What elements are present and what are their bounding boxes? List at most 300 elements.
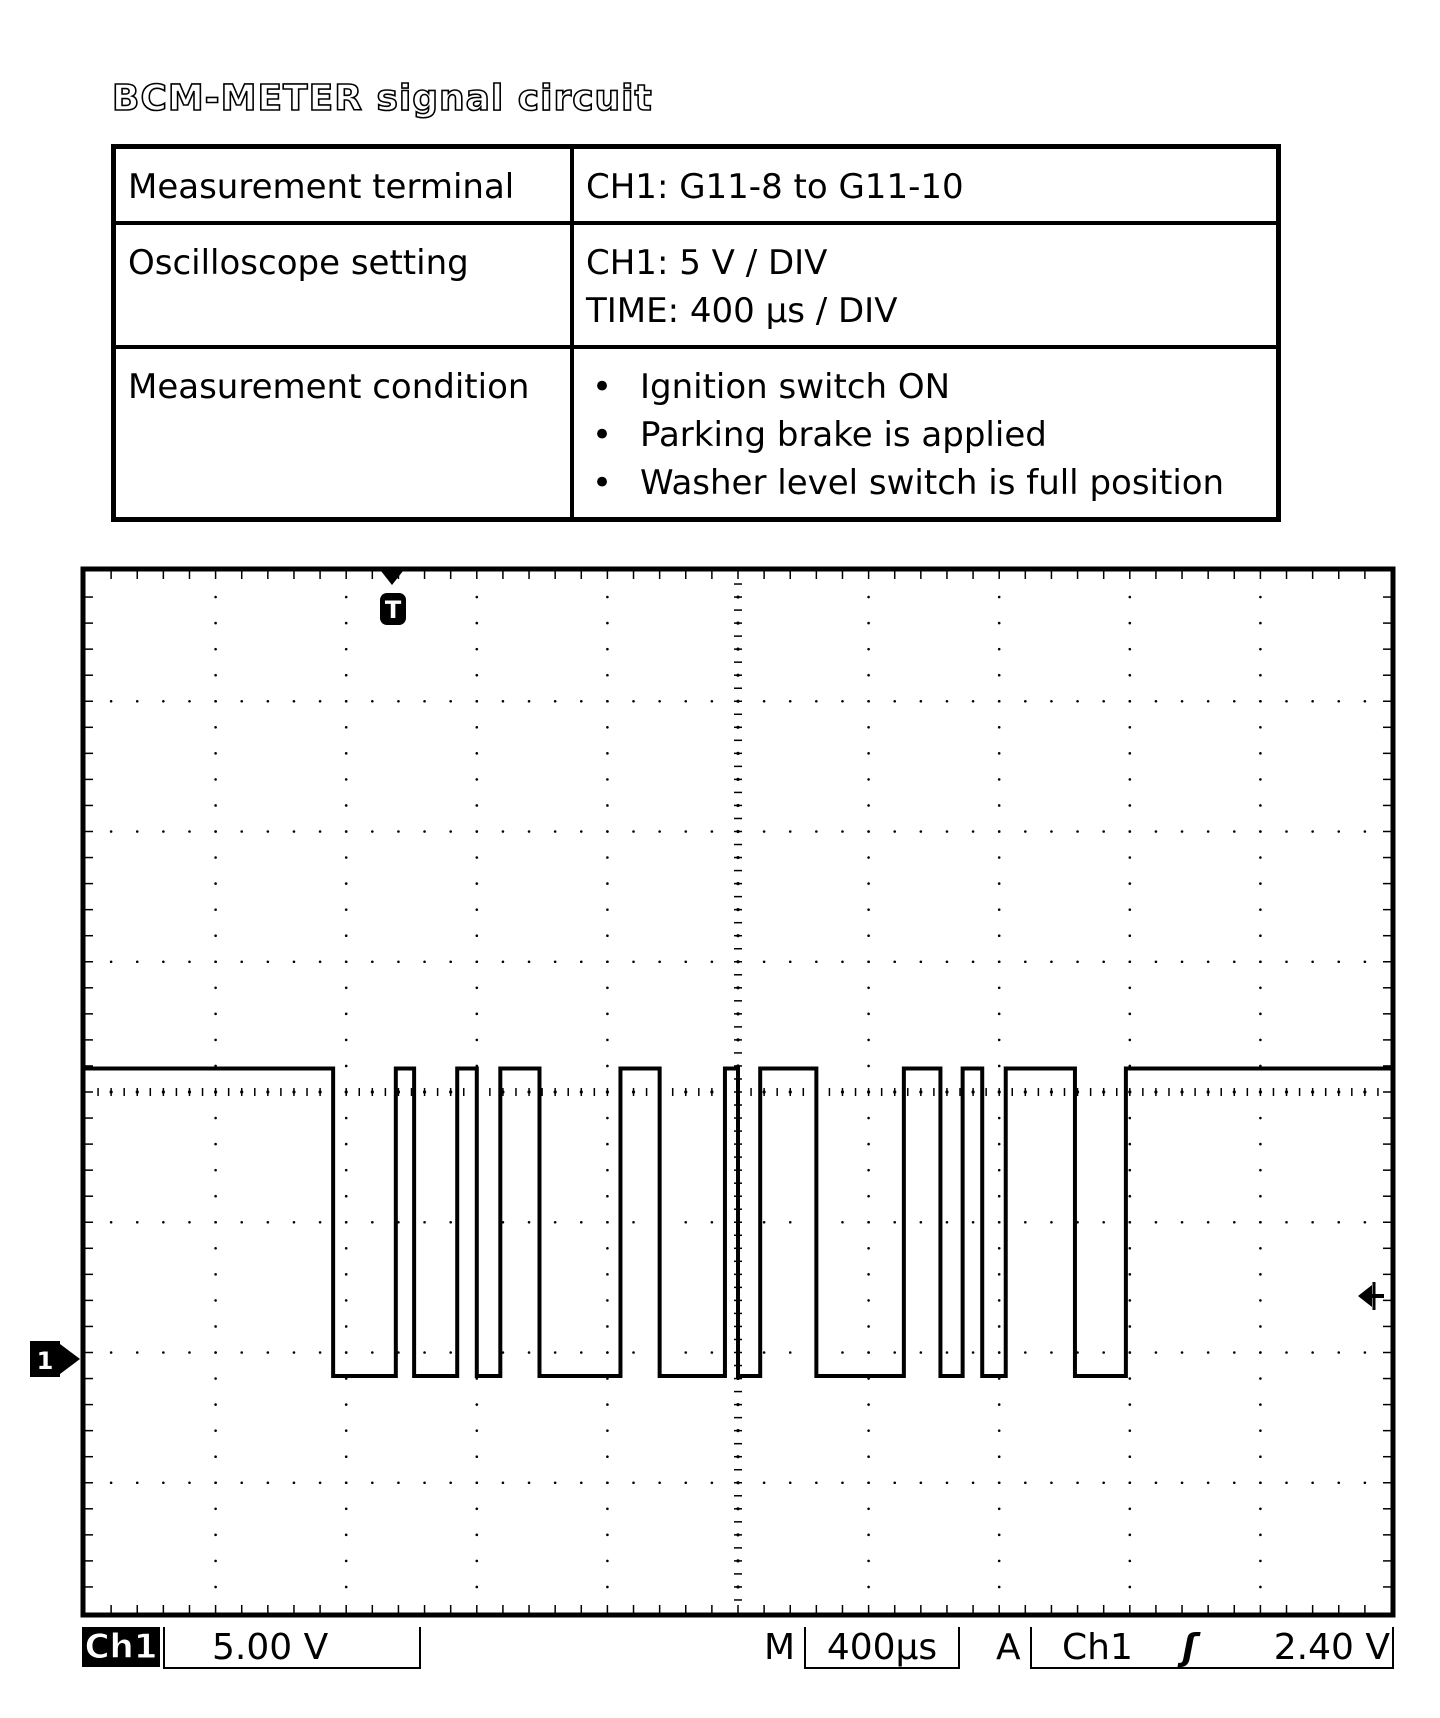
- grid-dot-horizontal: [110, 1351, 113, 1354]
- grid-dot-horizontal: [214, 700, 217, 703]
- grid-dot-vertical: [345, 752, 348, 755]
- grid-dot-vertical: [606, 987, 609, 990]
- grid-dot-vertical: [606, 1508, 609, 1511]
- grid-dot-vertical: [345, 1508, 348, 1511]
- grid-dot-horizontal: [946, 1481, 949, 1484]
- grid-dot-horizontal: [1259, 700, 1262, 703]
- grid-dot-horizontal: [1207, 1221, 1210, 1224]
- grid-dot-horizontal: [763, 1221, 766, 1224]
- grid-dot-vertical: [345, 1299, 348, 1302]
- grid-dot-horizontal: [1024, 1481, 1027, 1484]
- grid-dot-horizontal: [110, 830, 113, 833]
- grid-dot-horizontal: [841, 1481, 844, 1484]
- grid-dot-vertical: [476, 596, 479, 599]
- grid-dot-horizontal: [397, 960, 400, 963]
- grid-dot-vertical: [345, 1273, 348, 1276]
- grid-dot-horizontal: [449, 1351, 452, 1354]
- grid-dot-horizontal: [319, 960, 322, 963]
- trigger-readout: [1030, 1627, 1394, 1669]
- grid-dot-horizontal: [345, 830, 348, 833]
- grid-dot-horizontal: [1311, 1481, 1314, 1484]
- grid-dot-horizontal: [763, 1481, 766, 1484]
- grid-dot-horizontal: [1129, 830, 1132, 833]
- grid-dot-vertical: [214, 596, 217, 599]
- grid-dot-horizontal: [580, 1221, 583, 1224]
- grid-dot-horizontal: [240, 830, 243, 833]
- grid-dot-vertical: [1259, 1273, 1262, 1276]
- grid-dot-horizontal: [841, 960, 844, 963]
- grid-dot-horizontal: [711, 1351, 714, 1354]
- grid-dot-horizontal: [1129, 960, 1132, 963]
- grid-dot-vertical: [1129, 596, 1132, 599]
- grid-dot-horizontal: [214, 1351, 217, 1354]
- grid-dot-horizontal: [658, 830, 661, 833]
- grid-dot-horizontal: [476, 1481, 479, 1484]
- grid-dot-vertical: [476, 804, 479, 807]
- grid-dot-horizontal: [267, 1221, 270, 1224]
- grid-dot-horizontal: [1285, 1221, 1288, 1224]
- bullet-icon: •: [592, 367, 613, 407]
- grid-dot-vertical: [1129, 622, 1132, 625]
- grid-dot-horizontal: [1285, 960, 1288, 963]
- grid-dot-horizontal: [867, 960, 870, 963]
- grid-dot-vertical: [1129, 1534, 1132, 1537]
- grid-dot-vertical: [998, 648, 1001, 651]
- grid-dot-horizontal: [893, 1481, 896, 1484]
- grid-dot-vertical: [214, 648, 217, 651]
- grid-dot-horizontal: [188, 1351, 191, 1354]
- grid-dot-vertical: [606, 856, 609, 859]
- grid-dot-vertical: [214, 804, 217, 807]
- grid-dot-vertical: [606, 882, 609, 885]
- grid-dot-horizontal: [554, 1351, 557, 1354]
- grid-dot-horizontal: [1155, 830, 1158, 833]
- grid-dot-vertical: [1259, 856, 1262, 859]
- grid-dot-horizontal: [867, 700, 870, 703]
- grid-dot-vertical: [214, 1586, 217, 1589]
- grid-dot-vertical: [998, 987, 1001, 990]
- grid-dot-horizontal: [345, 960, 348, 963]
- grid-dot-vertical: [1129, 1273, 1132, 1276]
- grid-dot-vertical: [606, 622, 609, 625]
- grid-dot-vertical: [1129, 1169, 1132, 1172]
- grid-dot-vertical: [1259, 934, 1262, 937]
- grid-dot-horizontal: [1129, 1351, 1132, 1354]
- grid-dot-vertical: [998, 1273, 1001, 1276]
- grid-dot-vertical: [476, 752, 479, 755]
- grid-dot-horizontal: [345, 700, 348, 703]
- grid-dot-horizontal: [528, 960, 531, 963]
- grid-dot-horizontal: [1233, 1351, 1236, 1354]
- grid-dot-vertical: [1259, 1429, 1262, 1432]
- grid-dot-vertical: [1259, 1586, 1262, 1589]
- grid-dot-vertical: [1259, 1247, 1262, 1250]
- grid-dot-horizontal: [397, 1481, 400, 1484]
- grid-dot-vertical: [1259, 987, 1262, 990]
- grid-dot-horizontal: [345, 1351, 348, 1354]
- grid-dot-vertical: [214, 752, 217, 755]
- grid-dot-horizontal: [528, 1351, 531, 1354]
- grid-dot-vertical: [1129, 752, 1132, 755]
- grid-dot-vertical: [345, 1143, 348, 1146]
- grid-dot-vertical: [998, 752, 1001, 755]
- grid-dot-vertical: [476, 648, 479, 651]
- grid-dot-horizontal: [1285, 1351, 1288, 1354]
- grid-dot-horizontal: [345, 1221, 348, 1224]
- grid-dot-horizontal: [136, 1351, 139, 1354]
- grid-dot-vertical: [214, 882, 217, 885]
- grid-dot-vertical: [1129, 1039, 1132, 1042]
- grid-dot-vertical: [1259, 1169, 1262, 1172]
- grid-dot-horizontal: [841, 1221, 844, 1224]
- grid-dot-horizontal: [972, 830, 975, 833]
- grid-dot-horizontal: [449, 1481, 452, 1484]
- grid-dot-vertical: [606, 908, 609, 911]
- grid-dot-horizontal: [423, 1221, 426, 1224]
- grid-dot-vertical: [1259, 1560, 1262, 1563]
- grid-dot-vertical: [867, 856, 870, 859]
- grid-dot-vertical: [1129, 1247, 1132, 1250]
- grid-dot-horizontal: [606, 1221, 609, 1224]
- grid-dot-horizontal: [1129, 1481, 1132, 1484]
- grid-dot-vertical: [1259, 1143, 1262, 1146]
- grid-dot-vertical: [867, 1534, 870, 1537]
- grid-dot-horizontal: [1102, 1351, 1105, 1354]
- grid-dot-vertical: [214, 778, 217, 781]
- grid-dot-horizontal: [371, 1481, 374, 1484]
- grid-dot-vertical: [476, 1560, 479, 1563]
- grid-dot-vertical: [214, 1117, 217, 1120]
- trigger-slope-icon: ʃ: [1182, 1627, 1197, 1668]
- grid-dot-vertical: [345, 1117, 348, 1120]
- grid-dot-horizontal: [998, 1351, 1001, 1354]
- volts-per-div-setting: CH1: 5 V / DIV: [586, 243, 828, 283]
- grid-dot-vertical: [606, 1247, 609, 1250]
- grid-dot-horizontal: [684, 700, 687, 703]
- grid-dot-vertical: [214, 908, 217, 911]
- grid-dot-horizontal: [136, 1221, 139, 1224]
- grid-dot-horizontal: [293, 830, 296, 833]
- grid-dot-horizontal: [1285, 1481, 1288, 1484]
- grid-dot-vertical: [345, 1195, 348, 1198]
- trigger-prefix: A: [996, 1627, 1021, 1668]
- grid-dot-vertical: [867, 1273, 870, 1276]
- grid-dot-vertical: [214, 622, 217, 625]
- grid-dot-vertical: [345, 596, 348, 599]
- grid-dot-horizontal: [893, 1221, 896, 1224]
- grid-dot-horizontal: [841, 700, 844, 703]
- grid-dot-vertical: [214, 1299, 217, 1302]
- grid-dot-horizontal: [632, 700, 635, 703]
- grid-dot-vertical: [998, 908, 1001, 911]
- grid-dot-vertical: [867, 1117, 870, 1120]
- grid-dot-vertical: [345, 1560, 348, 1563]
- grid-dot-horizontal: [789, 830, 792, 833]
- grid-dot-horizontal: [920, 830, 923, 833]
- grid-dot-horizontal: [1181, 960, 1184, 963]
- grid-dot-horizontal: [789, 700, 792, 703]
- grid-dot-horizontal: [972, 960, 975, 963]
- grid-dot-vertical: [1259, 1508, 1262, 1511]
- grid-dot-horizontal: [1155, 1221, 1158, 1224]
- grid-dot-horizontal: [397, 830, 400, 833]
- grid-dot-vertical: [476, 908, 479, 911]
- grid-dot-vertical: [867, 1586, 870, 1589]
- grid-dot-horizontal: [998, 700, 1001, 703]
- grid-dot-vertical: [998, 934, 1001, 937]
- grid-dot-horizontal: [267, 1481, 270, 1484]
- grid-dot-horizontal: [136, 960, 139, 963]
- grid-dot-horizontal: [1285, 700, 1288, 703]
- grid-dot-horizontal: [867, 1221, 870, 1224]
- grid-dot-vertical: [1259, 804, 1262, 807]
- grid-dot-horizontal: [1337, 1221, 1340, 1224]
- grid-dot-horizontal: [423, 1481, 426, 1484]
- grid-dot-vertical: [998, 1169, 1001, 1172]
- grid-dot-horizontal: [1259, 830, 1262, 833]
- grid-dot-vertical: [998, 1508, 1001, 1511]
- grid-dot-horizontal: [1259, 1351, 1262, 1354]
- grid-dot-vertical: [214, 1143, 217, 1146]
- grid-dot-horizontal: [214, 1481, 217, 1484]
- grid-dot-vertical: [867, 752, 870, 755]
- grid-dot-horizontal: [449, 700, 452, 703]
- grid-dot-horizontal: [580, 700, 583, 703]
- grid-dot-vertical: [998, 1013, 1001, 1016]
- grid-dot-horizontal: [1207, 1481, 1210, 1484]
- grid-dot-horizontal: [319, 1221, 322, 1224]
- grid-dot-horizontal: [371, 960, 374, 963]
- grid-dot-horizontal: [1050, 830, 1053, 833]
- grid-dot-horizontal: [815, 1481, 818, 1484]
- grid-dot-vertical: [998, 1247, 1001, 1250]
- condition-text: Parking brake is applied: [640, 415, 1047, 455]
- grid-dot-vertical: [867, 1560, 870, 1563]
- grid-dot-horizontal: [240, 1351, 243, 1354]
- grid-dot-horizontal: [1207, 960, 1210, 963]
- grid-dot-vertical: [998, 726, 1001, 729]
- grid-dot-horizontal: [893, 700, 896, 703]
- grid-dot-horizontal: [841, 830, 844, 833]
- grid-dot-horizontal: [1024, 960, 1027, 963]
- grid-dot-horizontal: [1102, 1481, 1105, 1484]
- grid-dot-horizontal: [1233, 1481, 1236, 1484]
- grid-dot-vertical: [345, 908, 348, 911]
- grid-dot-vertical: [345, 1325, 348, 1328]
- grid-dot-vertical: [998, 1586, 1001, 1589]
- grid-dot-horizontal: [162, 1351, 165, 1354]
- grid-dot-vertical: [214, 1429, 217, 1432]
- grid-dot-horizontal: [188, 700, 191, 703]
- grid-dot-vertical: [867, 1325, 870, 1328]
- grid-dot-vertical: [867, 1143, 870, 1146]
- grid-dot-vertical: [867, 934, 870, 937]
- grid-dot-horizontal: [789, 1221, 792, 1224]
- grid-dot-horizontal: [1259, 1221, 1262, 1224]
- grid-dot-vertical: [606, 1586, 609, 1589]
- grid-dot-horizontal: [1181, 1351, 1184, 1354]
- grid-dot-vertical: [214, 1403, 217, 1406]
- grid-dot-horizontal: [528, 1221, 531, 1224]
- grid-dot-vertical: [606, 648, 609, 651]
- grid-dot-horizontal: [1102, 1221, 1105, 1224]
- grid-dot-horizontal: [1102, 960, 1105, 963]
- grid-dot-vertical: [214, 987, 217, 990]
- grid-dot-vertical: [1259, 1299, 1262, 1302]
- grid-dot-vertical: [998, 1143, 1001, 1146]
- grid-dot-horizontal: [606, 1351, 609, 1354]
- grid-dot-horizontal: [711, 960, 714, 963]
- grid-dot-horizontal: [267, 830, 270, 833]
- grid-dot-horizontal: [293, 960, 296, 963]
- grid-dot-horizontal: [946, 700, 949, 703]
- grid-dot-horizontal: [554, 960, 557, 963]
- ground-marker-label: 1: [36, 1347, 54, 1375]
- grid-dot-vertical: [998, 1403, 1001, 1406]
- page-title: BCM-METER signal circuit: [112, 78, 653, 119]
- grid-dot-horizontal: [815, 700, 818, 703]
- grid-dot-vertical: [867, 1065, 870, 1068]
- grid-dot-vertical: [867, 622, 870, 625]
- grid-dot-horizontal: [528, 700, 531, 703]
- grid-dot-vertical: [1129, 674, 1132, 677]
- grid-dot-horizontal: [1129, 700, 1132, 703]
- grid-dot-horizontal: [1364, 1351, 1367, 1354]
- grid-dot-horizontal: [1155, 1481, 1158, 1484]
- grid-dot-vertical: [345, 648, 348, 651]
- grid-dot-vertical: [345, 1039, 348, 1042]
- grid-dot-vertical: [606, 1195, 609, 1198]
- grid-dot-vertical: [606, 1013, 609, 1016]
- grid-dot-horizontal: [1207, 1351, 1210, 1354]
- grid-dot-horizontal: [1337, 700, 1340, 703]
- grid-dot-vertical: [476, 856, 479, 859]
- grid-dot-vertical: [867, 1429, 870, 1432]
- grid-dot-vertical: [345, 987, 348, 990]
- grid-dot-horizontal: [1076, 700, 1079, 703]
- grid-dot-horizontal: [946, 1351, 949, 1354]
- grid-dot-horizontal: [1181, 1221, 1184, 1224]
- grid-dot-vertical: [1129, 1299, 1132, 1302]
- grid-dot-horizontal: [423, 700, 426, 703]
- grid-dot-horizontal: [1337, 1351, 1340, 1354]
- grid-dot-vertical: [345, 1455, 348, 1458]
- grid-dot-vertical: [606, 1039, 609, 1042]
- grid-dot-vertical: [476, 1013, 479, 1016]
- grid-dot-horizontal: [1337, 1481, 1340, 1484]
- grid-dot-vertical: [476, 726, 479, 729]
- grid-dot-horizontal: [1311, 1221, 1314, 1224]
- grid-dot-horizontal: [1233, 1221, 1236, 1224]
- grid-dot-vertical: [1129, 1508, 1132, 1511]
- grid-dot-horizontal: [1311, 960, 1314, 963]
- grid-dot-vertical: [1259, 1117, 1262, 1120]
- grid-dot-vertical: [345, 1586, 348, 1589]
- trigger-position-arrow-icon: [381, 571, 403, 585]
- grid-dot-horizontal: [1207, 830, 1210, 833]
- grid-dot-horizontal: [423, 960, 426, 963]
- grid-dot-horizontal: [1311, 830, 1314, 833]
- grid-dot-vertical: [214, 1039, 217, 1042]
- grid-dot-vertical: [345, 934, 348, 937]
- grid-dot-vertical: [606, 1143, 609, 1146]
- grid-dot-vertical: [867, 1169, 870, 1172]
- grid-dot-vertical: [998, 1429, 1001, 1432]
- grid-dot-horizontal: [1259, 1481, 1262, 1484]
- grid-dot-vertical: [214, 856, 217, 859]
- grid-dot-horizontal: [240, 960, 243, 963]
- grid-dot-horizontal: [893, 960, 896, 963]
- grid-dot-vertical: [1129, 1560, 1132, 1563]
- grid-dot-horizontal: [502, 1481, 505, 1484]
- grid-dot-vertical: [867, 1403, 870, 1406]
- grid-dot-horizontal: [528, 1481, 531, 1484]
- grid-dot-vertical: [345, 1429, 348, 1432]
- grid-dot-vertical: [476, 778, 479, 781]
- volts-per-div-readout: 5.00 V: [163, 1627, 421, 1669]
- grid-dot-horizontal: [658, 1481, 661, 1484]
- grid-dot-horizontal: [972, 1351, 975, 1354]
- grid-dot-horizontal: [815, 830, 818, 833]
- grid-dot-horizontal: [188, 1481, 191, 1484]
- grid-dot-vertical: [1129, 934, 1132, 937]
- grid-dot-vertical: [867, 1455, 870, 1458]
- grid-dot-horizontal: [893, 1351, 896, 1354]
- grid-dot-horizontal: [319, 1481, 322, 1484]
- grid-dot-vertical: [476, 987, 479, 990]
- grid-dot-horizontal: [1050, 960, 1053, 963]
- grid-dot-horizontal: [476, 960, 479, 963]
- grid-dot-vertical: [998, 1534, 1001, 1537]
- grid-dot-vertical: [998, 856, 1001, 859]
- grid-dot-horizontal: [319, 1351, 322, 1354]
- grid-dot-vertical: [998, 1039, 1001, 1042]
- grid-dot-vertical: [998, 1299, 1001, 1302]
- grid-dot-horizontal: [1024, 700, 1027, 703]
- grid-dot-vertical: [1129, 1455, 1132, 1458]
- grid-dot-vertical: [476, 1508, 479, 1511]
- grid-dot-horizontal: [371, 1221, 374, 1224]
- trigger-level: 2.40 V: [1273, 1627, 1390, 1668]
- grid-dot-vertical: [476, 1403, 479, 1406]
- grid-dot-vertical: [867, 596, 870, 599]
- grid-dot-horizontal: [502, 960, 505, 963]
- grid-dot-vertical: [998, 1325, 1001, 1328]
- grid-dot-vertical: [214, 1508, 217, 1511]
- grid-dot-horizontal: [1050, 1221, 1053, 1224]
- grid-dot-vertical: [1259, 1195, 1262, 1198]
- grid-dot-vertical: [1129, 804, 1132, 807]
- grid-dot-horizontal: [684, 1351, 687, 1354]
- grid-dot-horizontal: [1076, 960, 1079, 963]
- grid-dot-vertical: [998, 596, 1001, 599]
- grid-dot-horizontal: [1155, 960, 1158, 963]
- grid-dot-vertical: [345, 622, 348, 625]
- grid-dot-vertical: [214, 1560, 217, 1563]
- grid-dot-vertical: [867, 987, 870, 990]
- condition-text: Washer level switch is full position: [640, 463, 1225, 503]
- grid-dot-horizontal: [449, 830, 452, 833]
- grid-dot-horizontal: [293, 700, 296, 703]
- grid-dot-horizontal: [1311, 1351, 1314, 1354]
- grid-dot-horizontal: [502, 830, 505, 833]
- oscilloscope-setting-label: Oscilloscope setting: [114, 223, 573, 347]
- grid-dot-horizontal: [240, 700, 243, 703]
- grid-dot-horizontal: [1311, 700, 1314, 703]
- grid-dot-vertical: [1129, 1195, 1132, 1198]
- grid-dot-horizontal: [580, 960, 583, 963]
- grid-dot-vertical: [345, 1534, 348, 1537]
